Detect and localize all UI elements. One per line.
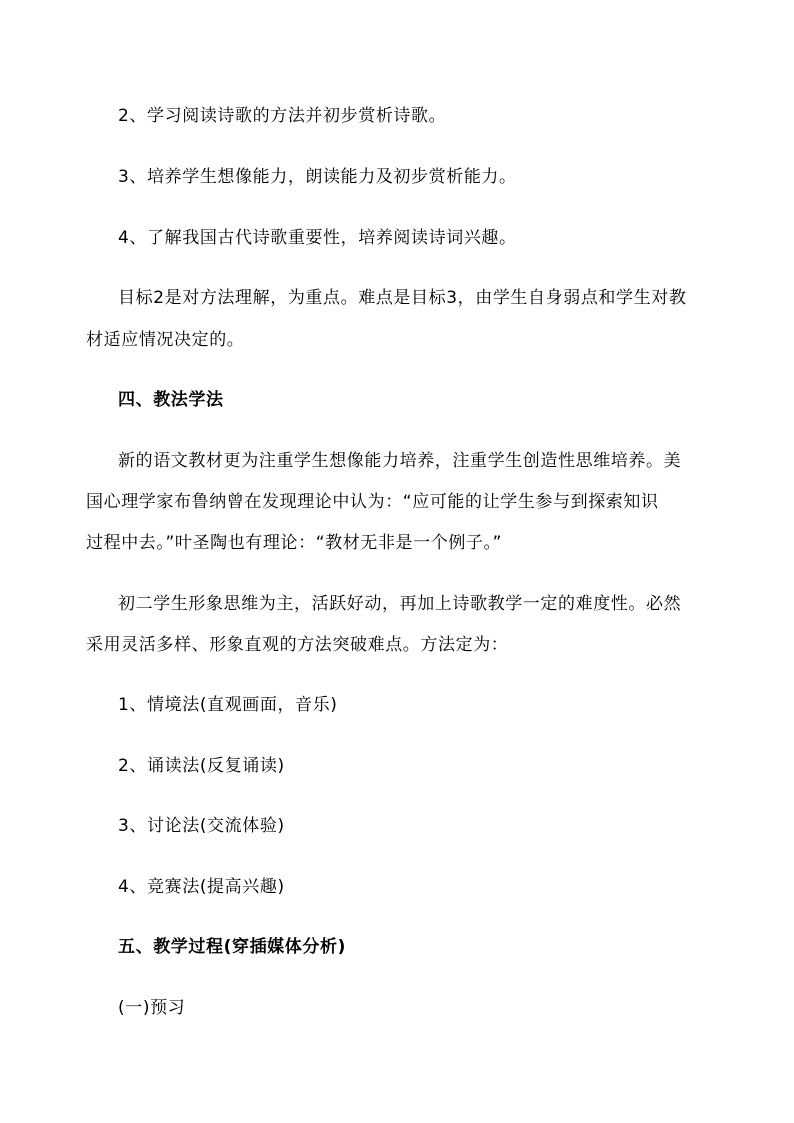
paragraph-method-2-line-1: 初二学生形象思维为主，活跃好动，再加上诗歌教学一定的难度性。必然 — [118, 594, 682, 614]
list-item-goal-3: 3、培养学生想像能力，朗读能力及初步赏析能力。 — [118, 167, 517, 187]
paragraph-goals-line-1: 目标2是对方法理解，为重点。难点是目标3，由学生自身弱点和学生对教 — [118, 288, 687, 308]
paragraph-method-1-line-1: 新的语文教材更为注重学生想像能力培养，注重学生创造性思维培养。美 — [118, 451, 682, 471]
list-item-method-2: 2、诵读法(反复诵读) — [118, 756, 285, 776]
paragraph-method-2-line-2: 采用灵活多样、形象直观的方法突破难点。方法定为： — [86, 635, 509, 655]
list-item-goal-2: 2、学习阅读诗歌的方法并初步赏析诗歌。 — [118, 106, 447, 126]
paragraph-goals-line-2: 材适应情况决定的。 — [86, 330, 245, 350]
list-item-method-3: 3、讨论法(交流体验) — [118, 816, 285, 836]
section-heading-4: 四、教法学法 — [118, 390, 224, 410]
subheading-preview: (一)预习 — [118, 998, 186, 1018]
paragraph-method-1-line-3: 过程中去。”叶圣陶也有理论：“教材无非是一个例子。” — [86, 533, 503, 553]
paragraph-method-1-line-2: 国心理学家布鲁纳曾在发现理论中认为：“应可能的让学生参与到探索知识 — [86, 492, 659, 512]
list-item-goal-4: 4、了解我国古代诗歌重要性，培养阅读诗词兴趣。 — [118, 228, 517, 248]
section-heading-5: 五、教学过程(穿插媒体分析) — [118, 937, 346, 957]
list-item-method-1: 1、情境法(直观画面，音乐) — [118, 695, 338, 715]
list-item-method-4: 4、竞赛法(提高兴趣) — [118, 877, 285, 897]
